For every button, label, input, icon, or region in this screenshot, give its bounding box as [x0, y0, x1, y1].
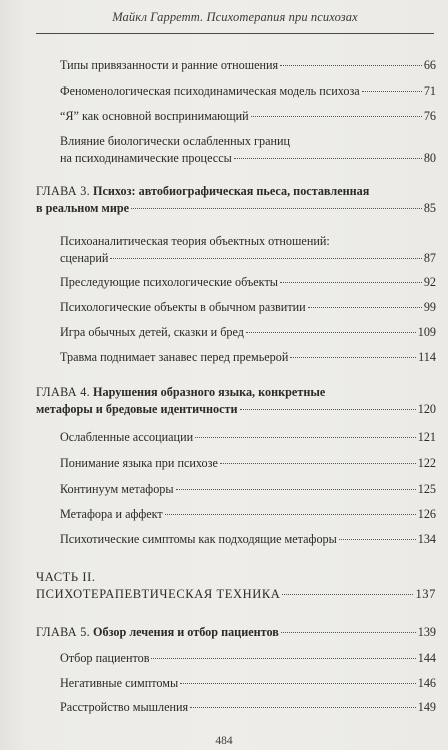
toc-entry: [60, 506, 436, 523]
toc-page-number: 109: [417, 325, 436, 339]
toc-chapter-entry: [36, 624, 436, 641]
toc-page-number: 146: [417, 676, 436, 690]
dot-leader: [110, 258, 421, 259]
toc-entry-title: Типы привязанности и ранние отношения: [60, 58, 279, 72]
toc-entry-title: Метафора и аффект: [60, 507, 163, 521]
toc-page-number: 139: [417, 625, 436, 639]
dot-leader: [281, 632, 416, 633]
toc-entry: [60, 133, 436, 167]
toc-chapter-entry: [36, 384, 436, 418]
chapter-label: ГЛАВА 4.: [36, 385, 90, 399]
toc-entry: [60, 531, 436, 548]
chapter-title-line-1: Психоз: автобиографическая пьеса, поставленная: [93, 184, 370, 198]
chapter-label: ГЛАВА 3.: [36, 184, 90, 198]
toc-entry-title: Психологические объекты в обычном развитии: [60, 300, 306, 314]
toc-page-number: 66: [423, 58, 436, 72]
toc-entry-title: “Я” как основной воспринимающий: [60, 109, 249, 123]
toc-entry-title-line-1: Психоаналитическая теория объектных отношений:: [60, 234, 330, 248]
toc-entry-title: Игра обычных детей, сказки и бред: [60, 325, 244, 339]
dot-leader: [280, 282, 422, 283]
toc-entry-title-line-2: на психодинамические процессы: [60, 151, 232, 165]
toc-page-number: 85: [423, 201, 436, 215]
chapter-title-line-2: метафоры и бредовые идентичности: [36, 402, 238, 416]
toc-page-number: 149: [417, 700, 436, 714]
toc-entry: [60, 83, 436, 100]
dot-leader: [280, 65, 422, 66]
toc-page-number: 122: [417, 456, 436, 470]
toc-entry-title: Психотические симптомы как подходящие метафоры: [60, 532, 337, 546]
toc-entry: [60, 324, 436, 341]
toc-entry-title: Континуум метафоры: [60, 482, 174, 496]
toc-entry: [60, 429, 436, 446]
toc-entry-title: Расстройство мышления: [60, 700, 189, 714]
dot-leader: [362, 91, 422, 92]
dot-leader: [165, 514, 416, 515]
toc-entry: [60, 108, 436, 125]
toc-entry: [60, 699, 436, 716]
toc-entry-title: Отбор пациентов: [60, 651, 150, 665]
toc-entry: [60, 650, 436, 667]
toc-entry: [60, 349, 436, 366]
toc-entry-title: Негативные симптомы: [60, 676, 179, 690]
dot-leader: [131, 208, 422, 209]
dot-leader: [240, 409, 416, 410]
toc-page-number: 144: [417, 651, 436, 665]
dot-leader: [195, 437, 416, 438]
toc-entry-title: Понимание языка при психозе: [60, 456, 218, 470]
dot-leader: [339, 539, 416, 540]
dot-leader: [282, 594, 413, 595]
toc-entry-title: Феноменологическая психодинамическая модель психоза: [60, 84, 360, 98]
toc-entry: [60, 233, 436, 267]
toc-entry-title-line-2: сценарий: [60, 251, 109, 265]
dot-leader: [151, 658, 415, 659]
toc-page-number: 125: [417, 482, 436, 496]
chapter-title: Обзор лечения и отбор пациентов: [93, 625, 279, 639]
toc-page-number: 76: [423, 109, 436, 123]
dot-leader: [190, 707, 416, 708]
toc-page-number: 80: [423, 151, 436, 165]
toc-entry-title: Травма поднимает занавес перед премьерой: [60, 350, 289, 364]
toc-entry: [60, 57, 436, 74]
chapter-label: ГЛАВА 5.: [36, 625, 90, 639]
dot-leader: [220, 463, 416, 464]
toc-entry-title: Ослабленные ассоциации: [60, 430, 194, 444]
toc-entry: [60, 675, 436, 692]
toc-page-number: 114: [418, 350, 436, 364]
toc-page-number: 134: [417, 532, 436, 546]
toc-entry-title: Преследующие психологические объекты: [60, 275, 278, 289]
toc-page-number: 87: [423, 251, 436, 265]
dot-leader: [246, 332, 416, 333]
toc-entry: [60, 455, 436, 472]
toc-entry-title-line-1: Влияние биологически ослабленных границ: [60, 134, 291, 148]
dot-leader: [180, 683, 416, 684]
toc-page-number: 121: [417, 430, 436, 444]
toc-page-number: 137: [415, 587, 436, 601]
toc-part-entry: [36, 569, 436, 603]
toc-page-number: 126: [417, 507, 436, 521]
dot-leader: [308, 307, 422, 308]
dot-leader: [290, 357, 416, 358]
toc-page-number: 99: [423, 300, 436, 314]
dot-leader: [234, 158, 422, 159]
toc-entry: [60, 299, 436, 316]
part-title: ПСИХОТЕРАПЕВТИЧЕСКАЯ ТЕХНИКА: [36, 587, 281, 601]
toc-page-number: 120: [417, 402, 436, 416]
toc-entry: [60, 481, 436, 498]
dot-leader: [251, 116, 422, 117]
part-label: ЧАСТЬ II.: [36, 570, 96, 584]
toc-entry: [60, 274, 436, 291]
toc-page-number: 92: [423, 275, 436, 289]
toc-page-number: 71: [423, 84, 436, 98]
chapter-title-line-2: в реальном мире: [36, 201, 130, 215]
dot-leader: [176, 489, 416, 490]
chapter-title-line-1: Нарушения образного языка, конкретные: [93, 385, 326, 399]
page-number-footer: 484: [215, 735, 233, 747]
toc-chapter-entry: [36, 183, 436, 217]
running-header: Майкл Гарретт. Психотерапия при психозах: [112, 10, 358, 24]
